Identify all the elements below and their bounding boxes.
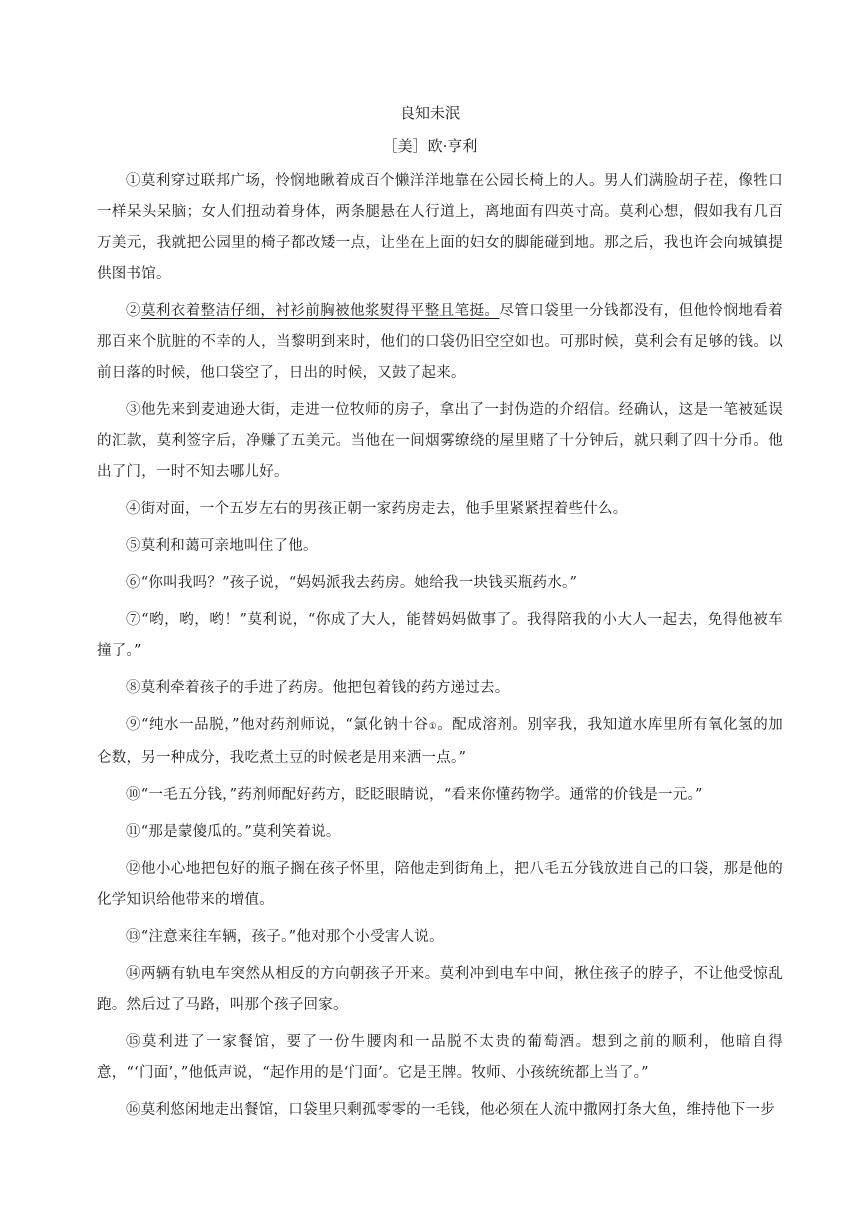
paragraph-9-start: ⑨“纯水一品脱，”他对药剂师说，“氯化钠十谷 <box>126 717 429 733</box>
paragraph-6: ⑥“你叫我吗？”孩子说，“妈妈派我去药房。她给我一块钱买瓶药水。” <box>126 575 578 591</box>
paragraph-15: ⑮莫利进了一家餐馆，要了一份牛腰肉和一品脱不太贵的葡萄酒。想到之前的顺利，他暗自得意，“‘门面’，”他低声说，“起作用的是‘门面’。它是王牌。牧师、小孩统统都上当了。” <box>97 1034 783 1081</box>
paragraph-11: ⑪“那是蒙傻瓜的。”莫利笑着说。 <box>126 824 341 840</box>
author-line: ［美］欧·亨利 <box>382 137 478 155</box>
story-title: 良知未泯 <box>399 104 460 122</box>
footnote-marker: ① <box>428 722 438 732</box>
paragraph-1: ①莫利穿过联邦广场，怜悯地瞅着成百个懒洋洋地靠在公园长椅上的人。男人们满脸胡子茬，像牲口一样呆头呆脑；女人们扭动着身体，两条腿悬在人行道上，离地面有四英寸高。莫利心想，假如我有几百万美元，我就把公园里的椅子都改矮一点，让坐在上面的妇女的脚能碰到地。那之后，我也许会向城镇提供图书馆。 <box>97 173 783 282</box>
paragraph-3: ③他先来到麦迪逊大街，走进一位牧师的房子，拿出了一封伪造的介绍信。经确认，这是一笔被延误的汇款，莫利签字后，净赚了五美元。当他在一间烟雾缭绕的屋里赌了十分钟后，就只剩了四十分币。他出了门，一时不知去哪儿好。 <box>97 402 783 480</box>
paragraph-13: ⑬“注意来往车辆，孩子。”他对那个小受害人说。 <box>126 929 444 945</box>
paragraph-9-rest: 。配成溶剂。别宰我，我知道水库里所有氧化氢的加仑数，另一种成分，我吃煮土豆的时候老是用来洒一点。” <box>97 717 783 766</box>
paragraph-9 <box>97 710 783 774</box>
paragraph-2-number: ② <box>126 303 141 319</box>
paragraph-2-rest: 尽管口袋里一分钱都没有，但他怜悯地看着那百来个肮脏的不幸的人，当黎明到来时，他们的口袋仍旧空空如也。可那时候，莫利会有足够的钱。以前日落的时候，他口袋空了，日出的时候，又鼓了起来。 <box>97 303 784 381</box>
story-body <box>97 166 783 1132</box>
paragraph-8: ⑧莫利牵着孩子的手进了药房。他把包着钱的药方递过去。 <box>126 680 510 696</box>
underlined-sentence: 莫利衣着整洁仔细，衬衫前胸被他浆熨得平整且笔挺。 <box>140 303 500 319</box>
paragraph-2 <box>97 296 783 389</box>
paragraph-14: ⑭两辆有轨电车突然从相反的方向朝孩子开来。莫利冲到电车中间，揪住孩子的脖子，不让他受惊乱跑。然后过了马路，叫那个孩子回家。 <box>97 966 783 1013</box>
paragraph-10: ⑩“一毛五分钱，”药剂师配好药方，眨眨眼睛说，“看来你懂药物学。通常的价钱是一元。” <box>126 787 703 803</box>
paragraph-7: ⑦“哟，哟，哟！”莫利说，“你成了大人，能替妈妈做事了。我得陪我的小大人一起去，免得他被车撞了。” <box>97 612 783 659</box>
paragraph-5: ⑤莫利和蔼可亲地叫住了他。 <box>126 538 318 554</box>
paragraph-16: ⑯莫利悠闲地走出餐馆，口袋里只剩孤零零的一毛钱，他必须在人流中撒网打条大鱼，维持他下一步 <box>126 1102 775 1118</box>
paragraph-12: ⑫他小心地把包好的瓶子搁在孩子怀里，陪他走到街角上，把八毛五分钱放进自己的口袋，那是他的化学知识给他带来的增值。 <box>97 861 783 908</box>
paragraph-4: ④街对面，一个五岁左右的男孩正朝一家药房走去，他手里紧紧捏着些什么。 <box>126 501 628 517</box>
